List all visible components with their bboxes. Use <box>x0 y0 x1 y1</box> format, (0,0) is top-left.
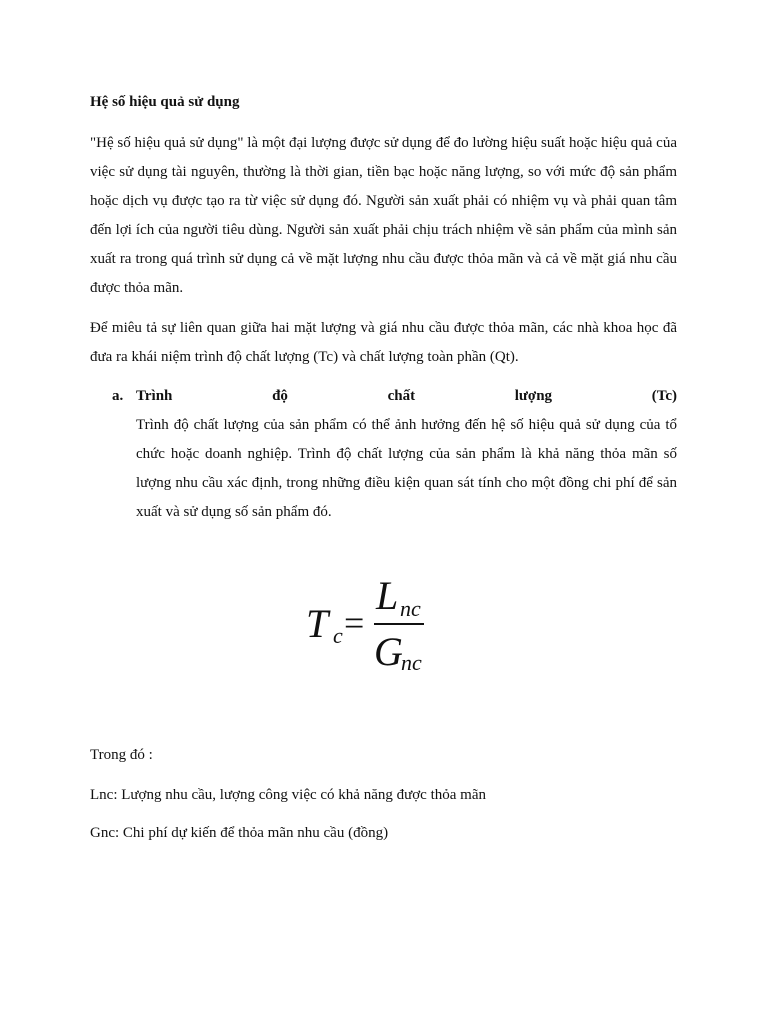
formula-lhs-subscript: c <box>333 623 343 648</box>
formula-tc <box>300 573 440 678</box>
formula-denominator-subscript: nc <box>401 650 422 675</box>
formula-numerator-subscript: nc <box>400 596 421 621</box>
intro-paragraph: "Hệ số hiệu quả sử dụng" là một đại lượng được sử dụng để đo lường hiệu suất hoặc hiệu quả của việc sử dụng tài nguyên, thường là thời gian, tiền bạc hoặc năng lượng, so với mức độ sản phẩm hoặc dịch vụ được tạo ra từ việc sử dụng đó. Người sản xuất phải có nhiệm vụ và phải quan tâm đến lợi ích của người tiêu dùng. Người sản xuất phải chịu trách nhiệm về sản phẩm của mình sản xuất ra trong quá trình sử dụng cả về mặt lượng nhu cầu được thỏa mãn và cả về mặt giá nhu cầu được thỏa mãn. <box>90 135 677 296</box>
section-heading: Hệ số hiệu quả sử dụng <box>90 94 240 110</box>
formula-denominator: G <box>374 629 403 674</box>
definition-lnc: Lnc: Lượng nhu cầu, lượng công việc có khả năng được thỏa mãn <box>90 787 486 803</box>
definition-gnc: Gnc: Chi phí dự kiến để thỏa mãn nhu cầu (đồng) <box>90 825 389 841</box>
list-marker: a. <box>112 388 124 404</box>
list-item-title: Trình độ chất lượng (Tc) <box>136 388 677 404</box>
concept-paragraph: Để miêu tả sự liên quan giữa hai mặt lượng và giá nhu cầu được thỏa mãn, các nhà khoa học đã đưa ra khái niệm trình độ chất lượng (Tc) và chất lượng toàn phần (Qt). <box>90 320 677 365</box>
formula-equals: = <box>344 603 365 643</box>
where-label: Trong đó : <box>90 747 153 763</box>
formula-lhs: T <box>306 601 329 646</box>
fraction-bar <box>374 623 424 625</box>
list-item-body: Trình độ chất lượng của sản phẩm có thể ảnh hưởng đến hệ số hiệu quả sử dụng của tổ chức hoặc doanh nghiệp. Trình độ chất lượng của sản phẩm là khả năng thỏa mãn số lượng nhu cầu xác định, trong những điều kiện quan sát tính cho một đồng chi phí để sản xuất và sử dụng số sản phẩm đó. <box>136 417 677 520</box>
formula-numerator: L <box>376 573 399 618</box>
